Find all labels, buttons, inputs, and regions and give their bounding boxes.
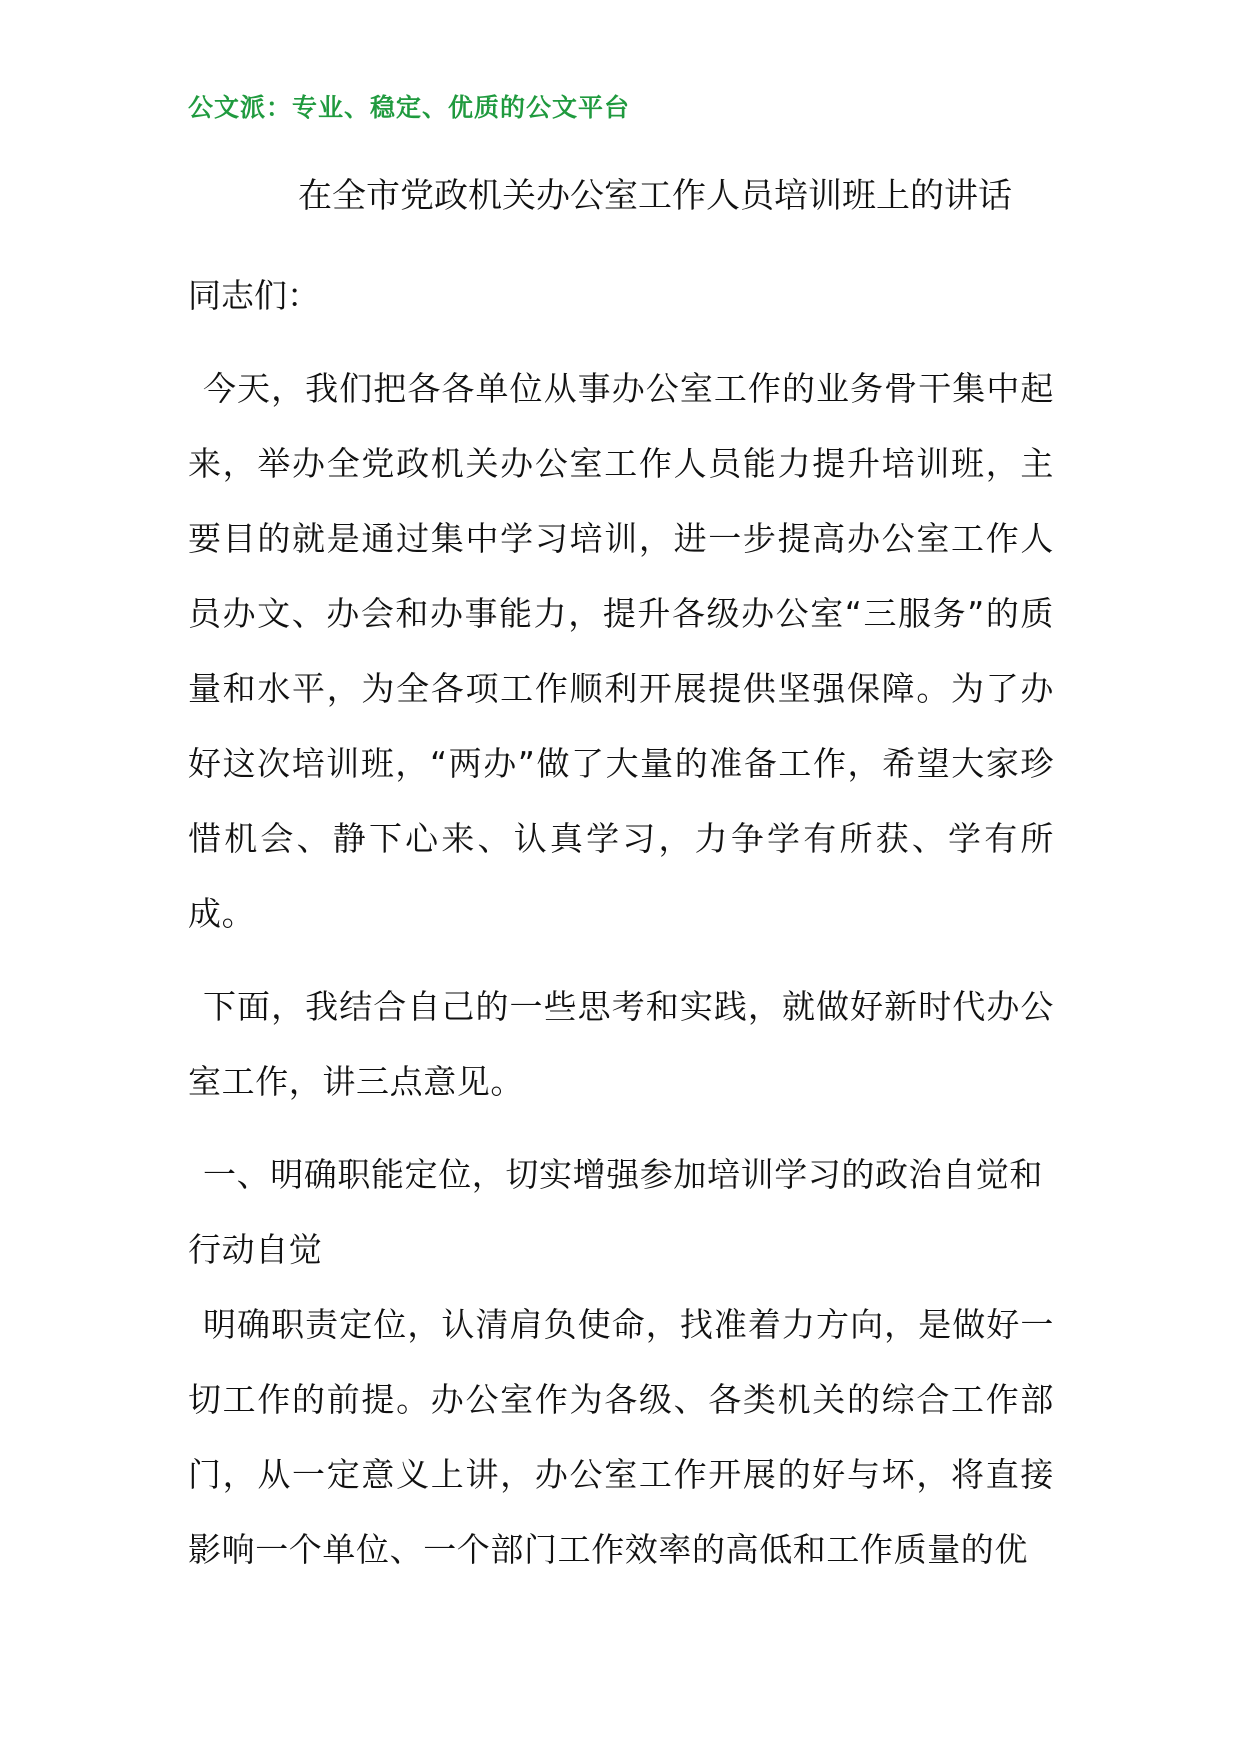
paragraph-section-one: 明确职责定位，认清肩负使命，找准着力方向，是做好一切工作的前提。办公室作为各级、各类机关的综合工作部门，从一定意义上讲，办公室工作开展的好与坏，将直接影响一个单位、一个部门工作效率的高低和工作质量的优 [188, 1305, 1054, 1569]
document-body [188, 258, 1054, 1587]
section-heading: 一、明确职能定位，切实增强参加培训学习的政治自觉和行动自觉 [188, 1155, 1043, 1269]
paragraph-intro: 今天，我们把各各单位从事办公室工作的业务骨干集中起来，举办全党政机关办公室工作人员能力提升培训班，主要目的就是通过集中学习培训，进一步提高办公室工作人员办文、办会和办事能力，提升各级办公室“三服务”的质量和水平，为全各项工作顺利开展提供坚强保障。为了办好这次培训班，“两办”做了大量的准备工作，希望大家珍惜机会、静下心来、认真学习，力争学有所获、学有所成。 [188, 369, 1054, 933]
salutation: 同志们： [188, 276, 320, 315]
header-brand: 公文派：专业、稳定、优质的公文平台 [188, 93, 631, 122]
paragraph-outline: 下面，我结合自己的一些思考和实践，就做好新时代办公室工作，讲三点意见。 [188, 987, 1054, 1101]
document-title: 在全市党政机关办公室工作人员培训班上的讲话 [298, 176, 1012, 216]
